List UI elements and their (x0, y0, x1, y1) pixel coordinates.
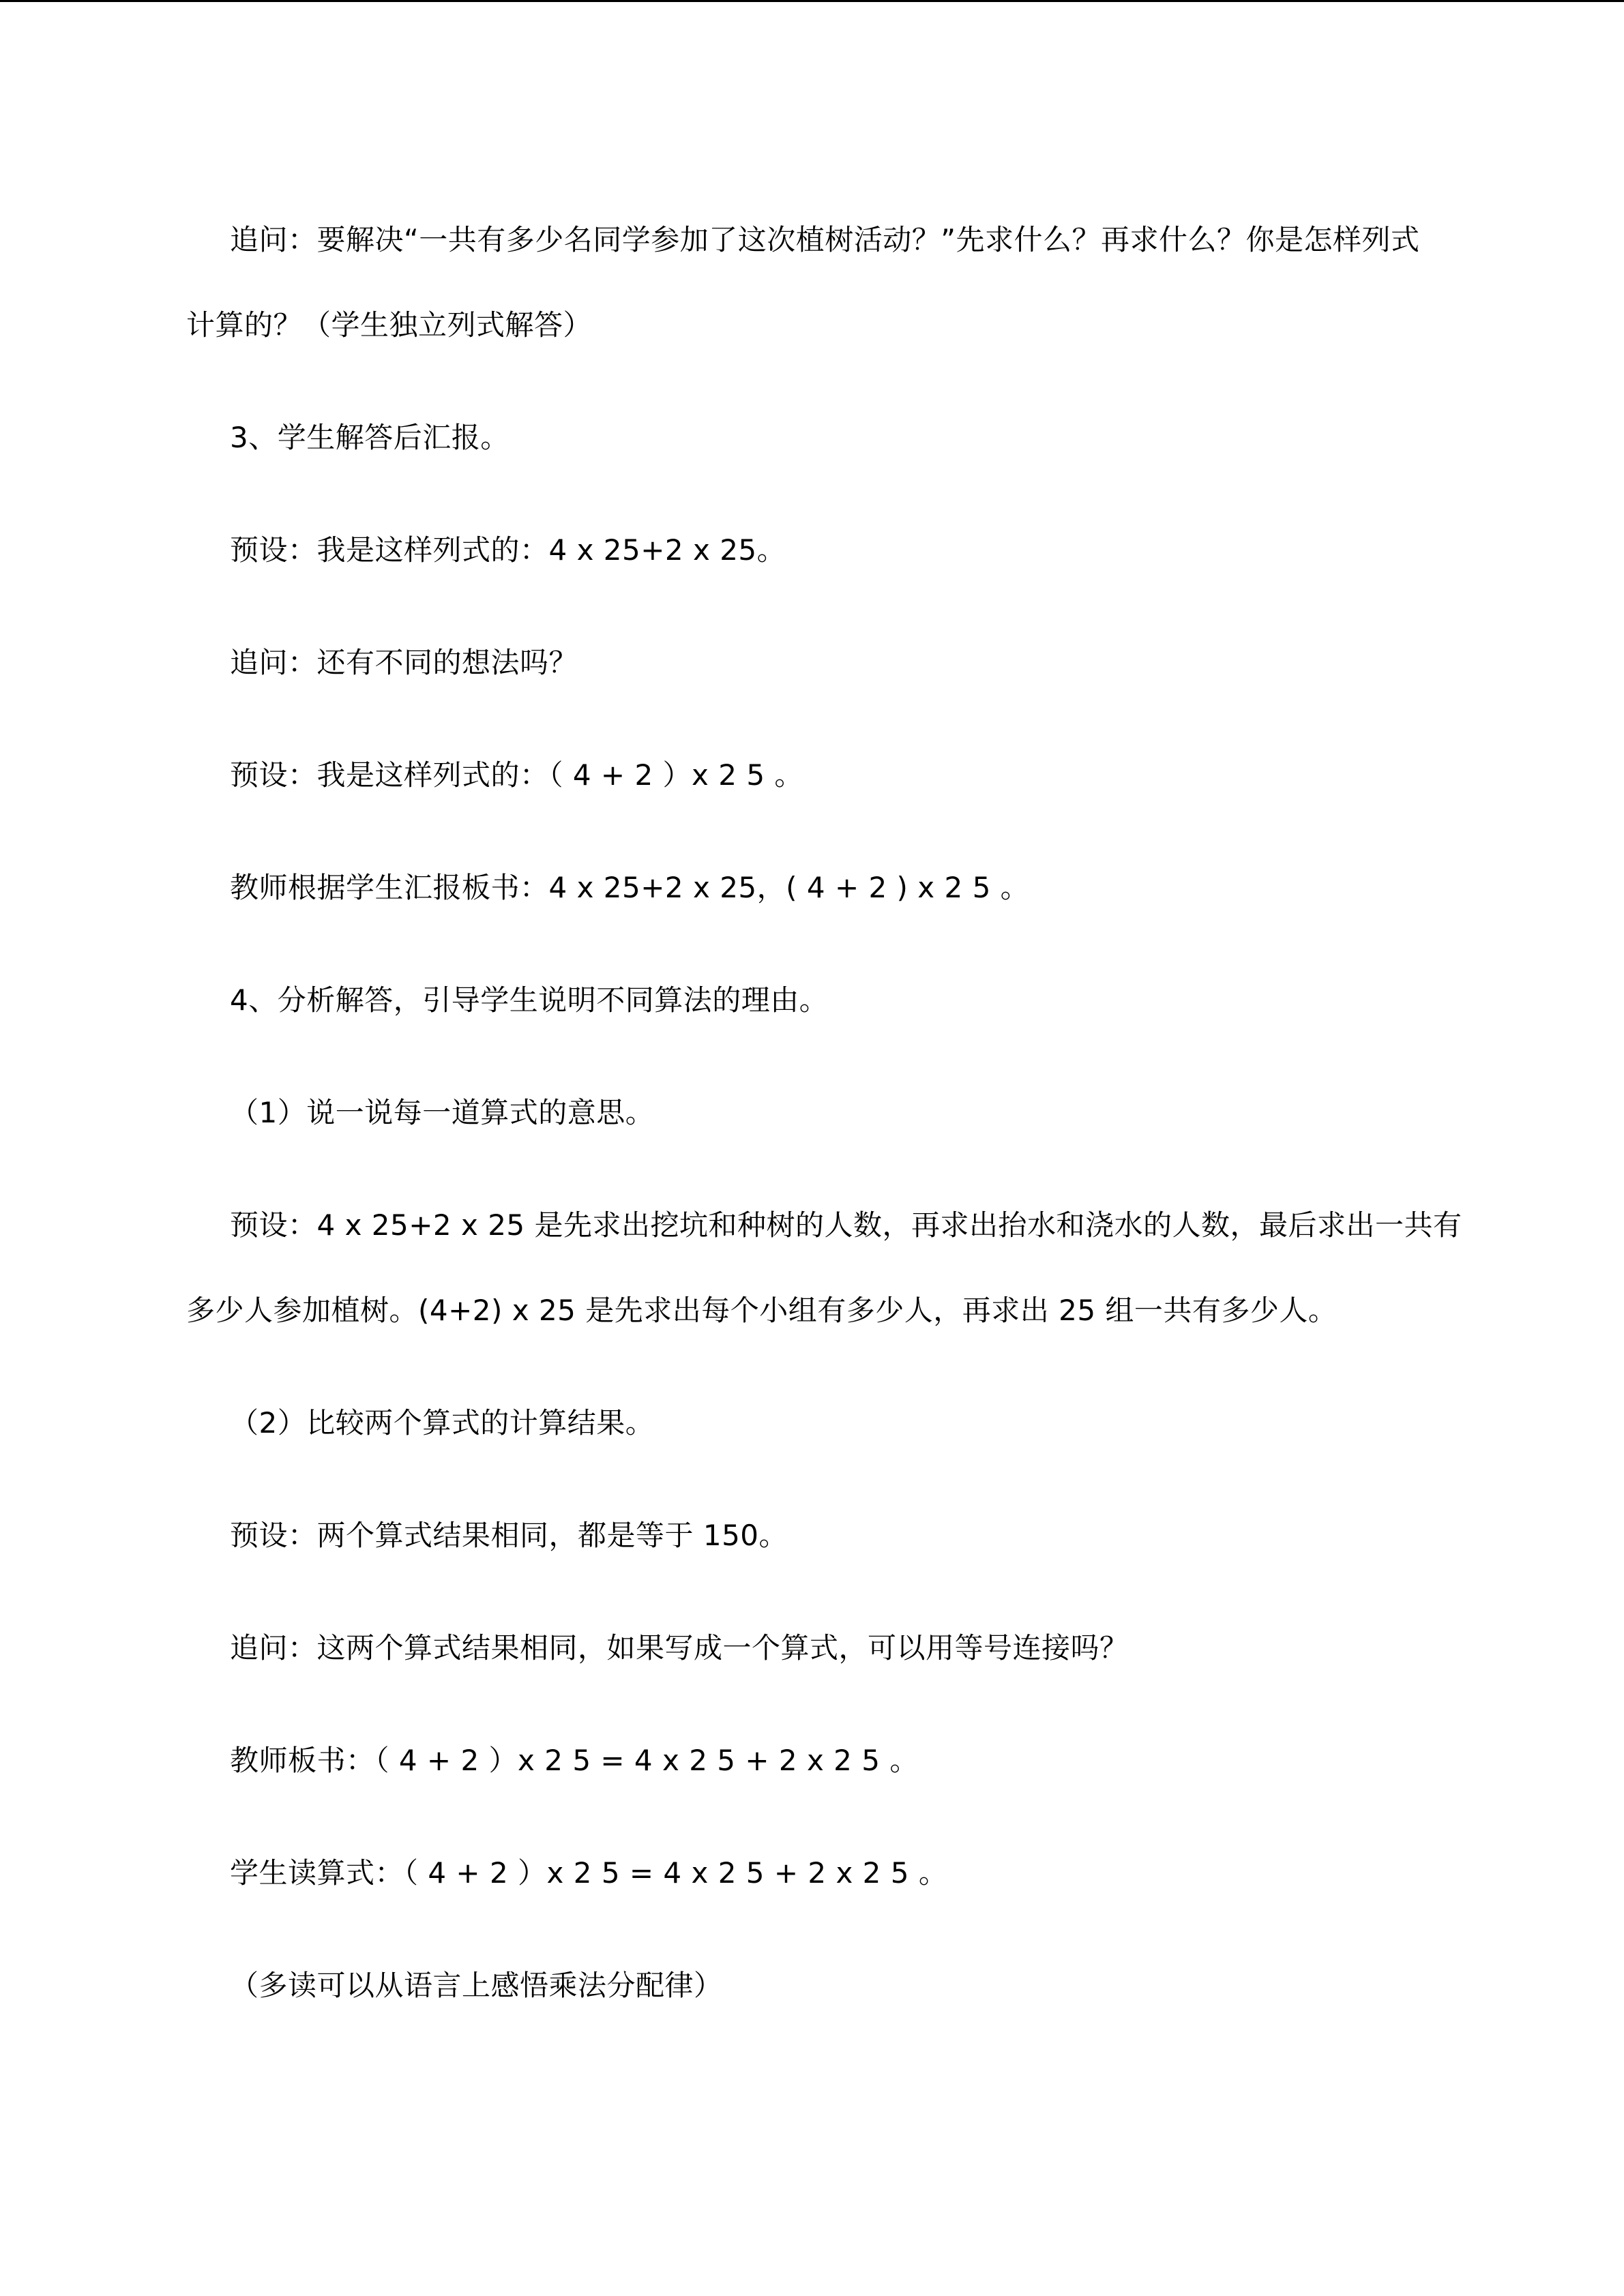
paragraph-followup-2: 追问：还有不同的想法吗？ (230, 646, 578, 679)
paragraph-note: （多读可以从语言上感悟乘法分配律） (230, 1969, 723, 2002)
paragraph-followup-question-continued: 计算的？（学生独立列式解答） (186, 308, 593, 342)
paragraph-preset-2: 预设：我是这样列式的：（ 4 + 2 ）x 2 5 。 (230, 758, 803, 792)
paragraph-board-writing-1: 教师根据学生汇报板书：4 x 25+2 x 25，( 4 + 2 ) x 2 5 。 (230, 871, 1030, 904)
paragraph-followup-question: 追问：要解决“一共有多少名同学参加了这次植树活动？”先求什么？再求什么？你是怎样列式 (230, 223, 1420, 256)
paragraph-preset-1: 预设：我是这样列式的：4 x 25+2 x 25。 (230, 533, 786, 567)
paragraph-followup-3: 追问：这两个算式结果相同，如果写成一个算式，可以用等号连接吗？ (230, 1631, 1129, 1665)
paragraph-sub-1: （1）说一说每一道算式的意思。 (230, 1096, 655, 1129)
paragraph-board-writing-2: 教师板书：（ 4 + 2 ）x 2 5 = 4 x 2 5 + 2 x 2 5 。 (230, 1744, 919, 1777)
paragraph-student-reads: 学生读算式：（ 4 + 2 ）x 2 5 = 4 x 2 5 + 2 x 2 5 。 (230, 1856, 948, 1890)
paragraph-step-4: 4、分析解答，引导学生说明不同算法的理由。 (230, 983, 829, 1017)
paragraph-step-3: 3、学生解答后汇报。 (230, 421, 510, 454)
paragraph-sub-2: （2）比较两个算式的计算结果。 (230, 1406, 655, 1440)
paragraph-preset-4: 预设：两个算式结果相同，都是等于 150。 (230, 1519, 788, 1552)
paragraph-preset-3: 预设：4 x 25+2 x 25 是先求出挖坑和种树的人数，再求出抬水和浇水的人数，最后求出一共有 (230, 1208, 1462, 1242)
paragraph-preset-3-continued: 多少人参加植树。(4+2) x 25 是先求出每个小组有多少人，再求出 25 组一共有多少人。 (186, 1294, 1338, 1327)
